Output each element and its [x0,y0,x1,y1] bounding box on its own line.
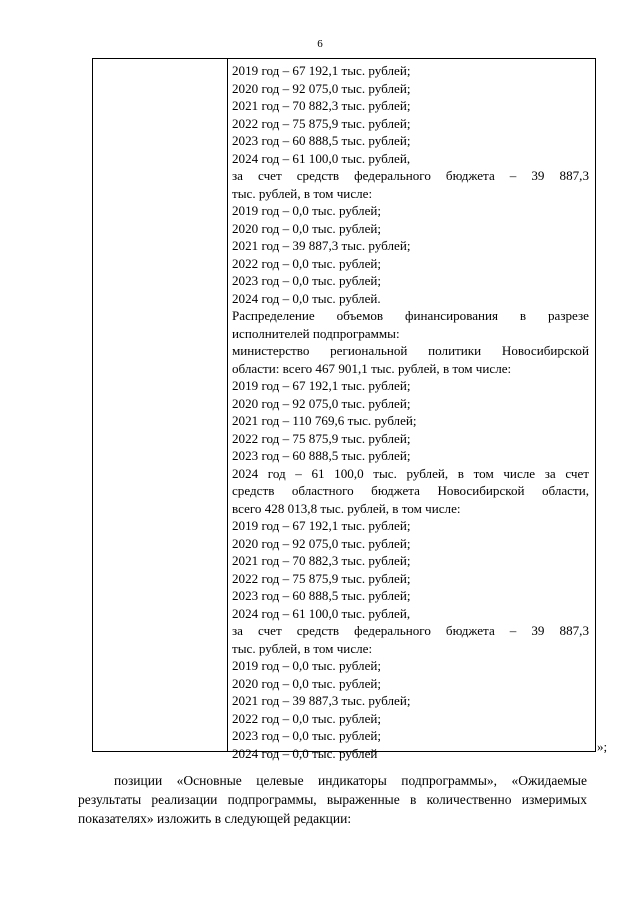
table-text-line: 2021 год – 39 887,3 тыс. рублей; [232,238,411,253]
table-text-line: 2021 год – 70 882,3 тыс. рублей; [232,98,411,113]
table-text-line: области: всего 467 901,1 тыс. рублей, в том числе: [232,360,512,376]
table-text-line: средств областного бюджета Новосибирской области, [232,483,589,498]
table-text-line: 2024 год – 0,0 тыс. рублей. [232,290,381,306]
table-text-line: 2024 год – 61 100,0 тыс. рублей, [232,150,411,166]
table-text-line: 2022 год – 0,0 тыс. рублей; [232,255,382,271]
table-text-line: 2022 год – 75 875,9 тыс. рублей; [232,570,411,586]
table-text-line: 2020 год – 92 075,0 тыс. рублей; [232,535,411,551]
table-text-line: 2019 год – 67 192,1 тыс. рублей; [232,378,411,393]
page-number: 6 [317,38,323,50]
table-text-line: тыс. рублей, в том числе: [232,640,373,656]
table-text-line: министерство региональной политики Новосибирской [232,343,589,358]
table-text-line: 2023 год – 0,0 тыс. рублей; [232,273,382,288]
closing-quote-mark: »; [597,739,608,754]
column-divider [227,59,228,751]
table-text-line: 2023 год – 60 888,5 тыс. рублей; [232,588,411,603]
table-text-line: 2019 год – 0,0 тыс. рублей; [232,203,382,218]
paragraph-text-line: позиции «Основные целевые индикаторы подпрограммы», «Ожидаемые [114,773,587,788]
table-text-line: 2020 год – 92 075,0 тыс. рублей; [232,80,411,96]
table-text-line: 2019 год – 67 192,1 тыс. рублей; [232,518,411,533]
table-text-line: 2024 год – 61 100,0 тыс. рублей, в том числе за счет [232,465,589,481]
table-text-line: 2022 год – 0,0 тыс. рублей; [232,710,382,726]
table-text-line: 2021 год – 110 769,6 тыс. рублей; [232,413,417,428]
table-text-line: Распределение объемов финансирования в разрезе [232,308,589,323]
table-text-line: 2024 год – 61 100,0 тыс. рублей, [232,605,411,621]
table-text-line: исполнителей подпрограммы: [232,325,400,341]
paragraph-text-line: результаты реализации подпрограммы, выраженные в количественно измеримых [78,792,587,807]
table-text-line: за счет средств федерального бюджета – 39 887,3 [232,168,589,183]
table-text-line: 2023 год – 60 888,5 тыс. рублей; [232,133,411,148]
table-text-line: 2024 год – 0,0 тыс. рублей [232,745,378,761]
financing-table [92,58,596,761]
table-text-line: всего 428 013,8 тыс. рублей, в том числе: [232,500,461,516]
table-text-line: 2021 год – 70 882,3 тыс. рублей; [232,553,411,568]
table-text-line: 2022 год – 75 875,9 тыс. рублей; [232,430,411,446]
table-text-line: 2019 год – 67 192,1 тыс. рублей; [232,63,411,78]
table-text-line: 2023 год – 0,0 тыс. рублей; [232,728,382,743]
table-right-cell [232,62,589,762]
table-text-line: 2023 год – 60 888,5 тыс. рублей; [232,448,411,463]
table-text-line: 2021 год – 39 887,3 тыс. рублей; [232,693,411,708]
table-text-line: 2019 год – 0,0 тыс. рублей; [232,658,382,673]
table-text-line: тыс. рублей, в том числе: [232,185,373,201]
paragraph-text-line: показателях» изложить в следующей редакции: [78,811,352,826]
body-paragraph [78,771,587,828]
table-text-line: 2022 год – 75 875,9 тыс. рублей; [232,115,411,131]
table-text-line: 2020 год – 0,0 тыс. рублей; [232,220,382,236]
table-text-line: 2020 год – 0,0 тыс. рублей; [232,675,382,691]
table-text-line: за счет средств федерального бюджета – 39 887,3 [232,623,589,638]
table-text-line: 2020 год – 92 075,0 тыс. рублей; [232,395,411,411]
